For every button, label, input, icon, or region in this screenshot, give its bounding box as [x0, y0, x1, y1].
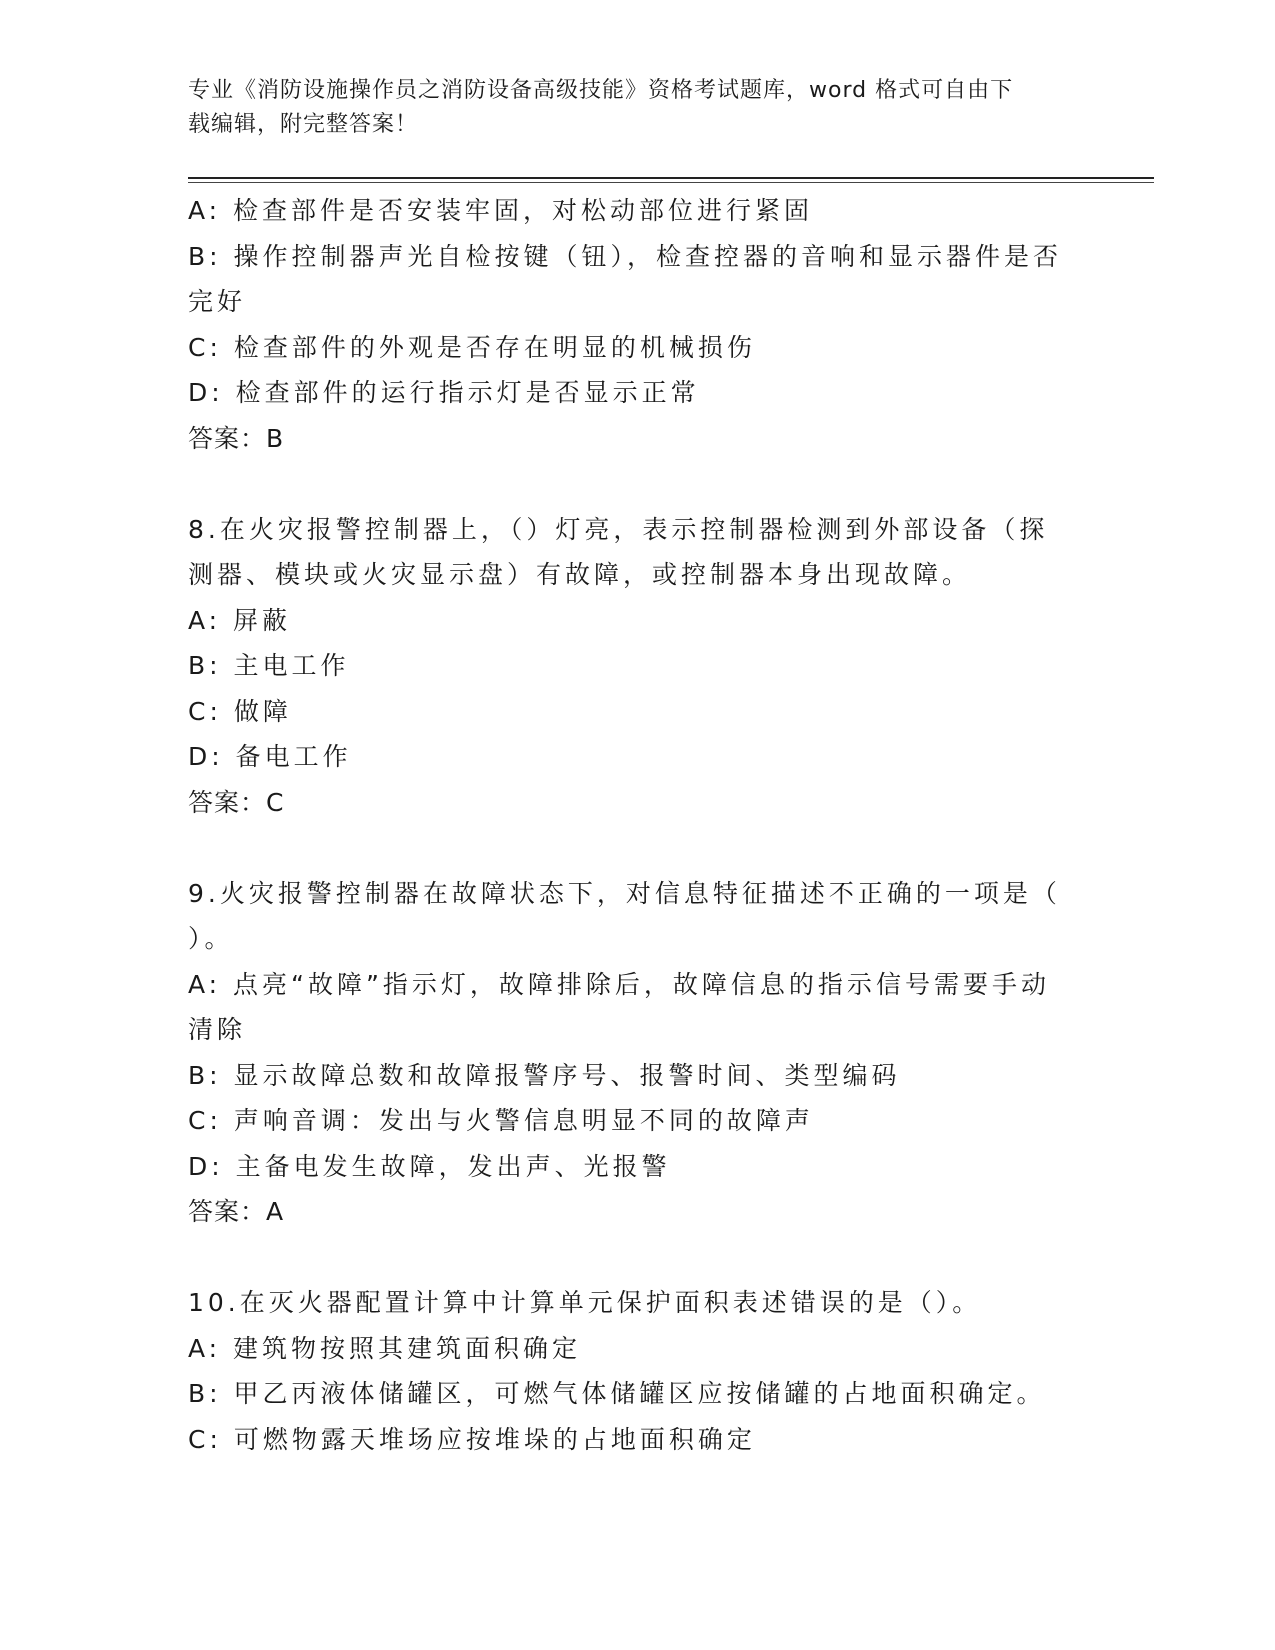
question-text-continued: ）。 — [188, 924, 234, 953]
question-text: 10.在灭火器配置计算中计算单元保护面积表述错误的是（）。 — [188, 1288, 982, 1317]
option-d: D: 备电工作 — [188, 742, 352, 771]
header-divider-thin — [188, 182, 1154, 183]
header-line-1: 专业《消防设施操作员之消防设备高级技能》资格考试题库，word 格式可自由下 — [188, 78, 1014, 103]
option-c: C: 做障 — [188, 696, 292, 726]
question-text: 8.在火灾报警控制器上，（）灯亮，表示控制器检测到外部设备（探 — [188, 514, 1049, 544]
question-10-block — [188, 1280, 1078, 1462]
spacer — [188, 1235, 1078, 1281]
option-c: C: 可燃物露天堆场应按堆垛的占地面积确定 — [188, 1424, 756, 1454]
question-8-block — [188, 507, 1078, 826]
option-a: A: 建筑物按照其建筑面积确定 — [188, 1333, 582, 1363]
header-divider-thick — [188, 177, 1154, 179]
option-a: A: 屏蔽 — [188, 605, 292, 635]
question-text-continued: 测器、模块或火灾显示盘）有故障，或控制器本身出现故障。 — [188, 560, 972, 589]
answer-line: 答案：A — [188, 1197, 285, 1226]
option-d: D: 主备电发生故障，发出声、光报警 — [188, 1151, 671, 1181]
option-c: C: 声响音调：发出与火警信息明显不同的故障声 — [188, 1106, 814, 1135]
option-b: B: 显示故障总数和故障报警序号、报警时间、类型编码 — [188, 1060, 901, 1090]
option-d: D: 检查部件的运行指示灯是否显示正常 — [188, 378, 700, 407]
document-header — [188, 74, 1068, 142]
option-c: C: 检查部件的外观是否存在明显的机械损伤 — [188, 332, 756, 362]
question-text: 9.火灾报警控制器在故障状态下，对信息特征描述不正确的一项是（ — [188, 878, 1061, 908]
option-b: B: 操作控制器声光自检按键（钮），检查控器的音响和显示器件是否 — [188, 241, 1063, 271]
option-b: B: 主电工作 — [188, 651, 350, 680]
header-line-2: 载编辑，附完整答案！ — [188, 112, 419, 137]
question-content — [188, 188, 1078, 1462]
option-b-continued: 完好 — [188, 287, 247, 316]
question-7-block — [188, 188, 1078, 461]
option-a: A: 检查部件是否安装牢固，对松动部位进行紧固 — [188, 196, 814, 225]
option-a-continued: 清除 — [188, 1015, 247, 1044]
option-b: B: 甲乙丙液体储罐区，可燃气体储罐区应按储罐的占地面积确定。 — [188, 1379, 1046, 1408]
spacer — [188, 825, 1078, 871]
answer-line: 答案：C — [188, 787, 285, 817]
answer-line: 答案：B — [188, 423, 285, 453]
spacer — [188, 461, 1078, 507]
question-9-block — [188, 871, 1078, 1235]
option-a: A: 点亮“故障”指示灯，故障排除后，故障信息的指示信号需要手动 — [188, 969, 1050, 999]
